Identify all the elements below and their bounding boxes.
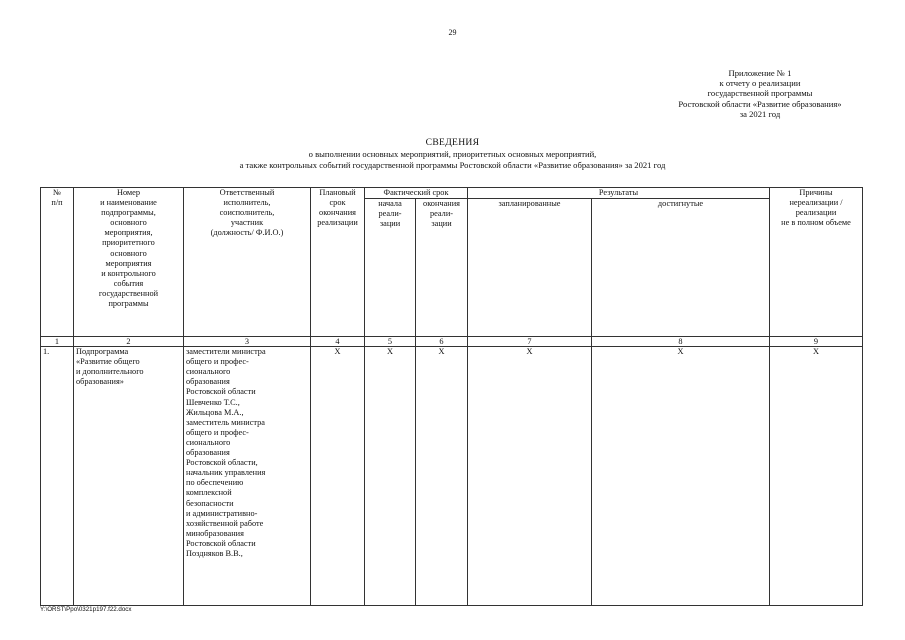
- row-number: 1.: [41, 347, 74, 606]
- column-number: 4: [311, 337, 365, 347]
- header-fact-end: окончания реали- зации: [416, 199, 468, 337]
- header-responsible: Ответственный исполнитель, соисполнитель, участник (должность/ Ф.И.О.): [184, 188, 311, 337]
- heading-line: о выполнении основных мероприятий, приоритетных основных мероприятий,: [308, 148, 597, 159]
- column-numbers-row: [41, 337, 863, 347]
- header-row: [41, 188, 863, 199]
- page-number: 29: [448, 28, 457, 37]
- row-res-achieved: Х: [592, 347, 770, 606]
- row-name: Подпрограмма «Развитие общего и дополнительного образования»: [74, 347, 184, 606]
- document-heading: [0, 138, 905, 170]
- row-fact-end: Х: [416, 347, 468, 606]
- column-number: 1: [41, 337, 74, 347]
- column-number: 2: [74, 337, 184, 347]
- column-number: 5: [365, 337, 416, 347]
- row-responsible: заместители министра общего и профес- сионального образования Ростовской области Шевченко Т.С., Жильцова М.А., заместитель министра общего и профес- сионального образования Ростовской области, начальник управления по обеспечению комплексной безопасности и административно- хозяйственной работе минобразования Ростовской области Поздняков В.В.,: [184, 347, 311, 606]
- row-res-planned: Х: [468, 347, 592, 606]
- column-number: 6: [416, 337, 468, 347]
- header-number: № п/п: [41, 188, 74, 337]
- document-title: СВЕДЕНИЯ: [425, 137, 480, 148]
- column-number: 9: [770, 337, 863, 347]
- column-number: 7: [468, 337, 592, 347]
- header-res-achieved: достигнутые: [592, 199, 770, 337]
- heading-line: а также контрольных событий государственной программы Ростовской области «Развитие образования» за 2021 год: [239, 159, 666, 170]
- header-reasons: Причины нереализации / реализации не в полном объеме: [770, 188, 863, 337]
- row-fact-start: Х: [365, 347, 416, 606]
- appendix-line: Ростовской области «Развитие образования»: [678, 98, 842, 109]
- appendix-line: к отчету о реализации: [719, 78, 801, 89]
- column-number: 8: [592, 337, 770, 347]
- appendix-line: Приложение № 1: [728, 68, 792, 78]
- table-row: [41, 347, 863, 606]
- column-number: 3: [184, 337, 311, 347]
- events-table: [40, 187, 863, 606]
- row-reasons: Х: [770, 347, 863, 606]
- row-planned-end: Х: [311, 347, 365, 606]
- appendix-line: государственной программы: [707, 88, 813, 99]
- header-planned-end: Плановый срок окончания реализации: [311, 188, 365, 337]
- appendix-block: [620, 68, 900, 119]
- header-name: Номер и наименование подпрограммы, основного мероприятия, приоритетного основного мероприятия и контрольного события государственной программы: [74, 188, 184, 337]
- appendix-line: за 2021 год: [739, 108, 781, 119]
- file-path-footer: Y:\ORST\Ppo\0321p197.f22.docx: [40, 606, 132, 613]
- header-results-group: Результаты: [468, 188, 770, 199]
- header-fact-group: Фактический срок: [365, 188, 468, 199]
- header-fact-start: начала реали- зации: [365, 199, 416, 337]
- header-res-planned: запланированные: [468, 199, 592, 337]
